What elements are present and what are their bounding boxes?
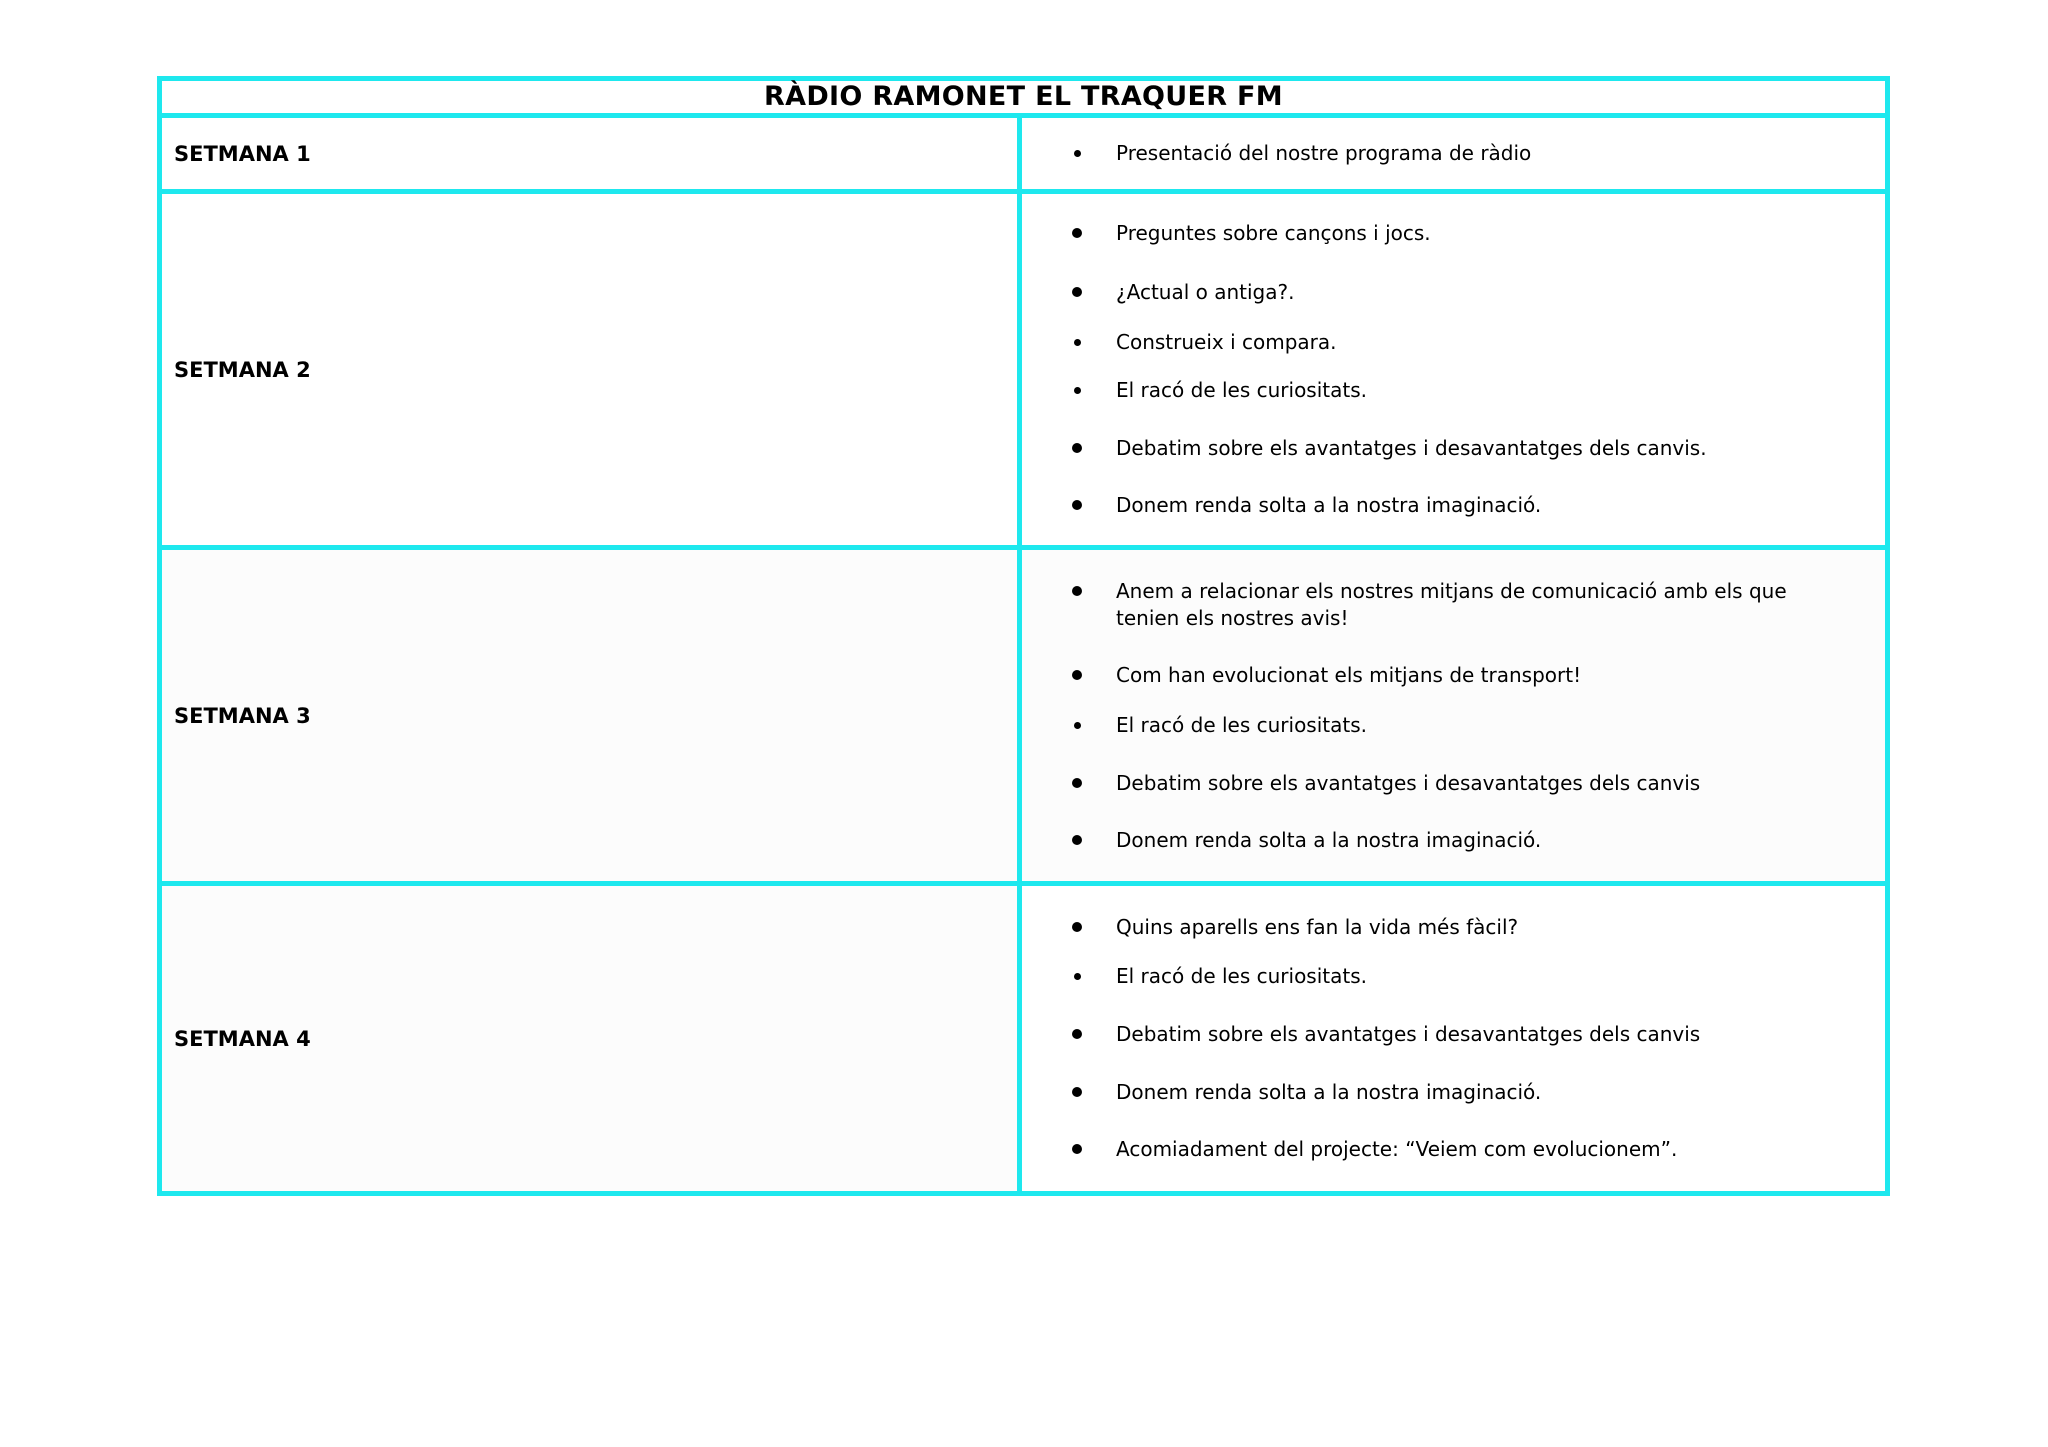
week-row-1 [160, 116, 1888, 192]
bullet-icon [1072, 1029, 1082, 1039]
activity-text: El racó de les curiositats. [1116, 964, 1367, 988]
activity-text: El racó de les curiositats. [1116, 712, 1367, 737]
week-row-3 [160, 548, 1888, 884]
list-item [1072, 963, 1855, 990]
bullet-icon [1072, 1144, 1082, 1154]
bullet-icon [1072, 228, 1082, 238]
list-item [1072, 220, 1855, 247]
bullet-icon [1074, 339, 1081, 346]
week-activities [1020, 548, 1888, 884]
table-title: RÀDIO RAMONET EL TRAQUER FM [160, 79, 1888, 116]
list-item [1072, 1136, 1855, 1163]
activity-list [1072, 140, 1855, 167]
activity-text: Preguntes sobre cançons i jocs. [1116, 221, 1431, 245]
activity-text: Com han evolucionat els mitjans de transport! [1116, 662, 1582, 687]
bullet-icon [1074, 722, 1081, 729]
list-item [1072, 140, 1855, 167]
bullet-icon [1072, 500, 1082, 510]
activity-list [1072, 914, 1855, 1163]
list-item [1072, 329, 1855, 356]
list-item [1072, 770, 1855, 797]
list-item [1072, 712, 1855, 739]
bullet-icon [1072, 922, 1082, 932]
activity-text: Donem renda solta a la nostra imaginació. [1116, 493, 1542, 517]
activity-text: Presentació del nostre programa de ràdio [1116, 141, 1532, 165]
activity-text: El racó de les curiositats. [1116, 378, 1367, 402]
week-label: SETMANA 2 [160, 192, 1020, 548]
activity-text: Donem renda solta a la nostra imaginació. [1116, 827, 1542, 852]
bullet-icon [1072, 1087, 1082, 1097]
activity-text: Construeix i compara. [1116, 330, 1337, 354]
week-label: SETMANA 3 [160, 548, 1020, 884]
bullet-icon [1072, 835, 1082, 845]
list-item [1072, 1079, 1855, 1106]
activity-list [1072, 578, 1855, 854]
activity-text: Anem a relacionar els nostres mitjans de comunicació amb els que tenien els nostres avis! [1116, 578, 1787, 630]
title-row [160, 79, 1888, 116]
week-activities [1020, 116, 1888, 192]
list-item [1072, 279, 1855, 306]
bullet-icon [1072, 443, 1082, 453]
bullet-icon [1072, 586, 1082, 596]
activity-text: Debatim sobre els avantatges i desavantatges dels canvis [1116, 770, 1701, 795]
schedule-table [157, 76, 1890, 1196]
week-activities [1020, 192, 1888, 548]
week-row-2 [160, 192, 1888, 548]
activity-text: Acomiadament del projecte: “Veiem com evolucionem”. [1116, 1137, 1678, 1161]
bullet-icon [1072, 778, 1082, 788]
bullet-icon [1072, 287, 1082, 297]
list-item [1072, 578, 1855, 632]
activity-text: Quins aparells ens fan la vida més fàcil? [1116, 915, 1519, 939]
week-activities [1020, 884, 1888, 1194]
list-item [1072, 662, 1855, 689]
list-item [1072, 377, 1855, 404]
activity-text: Debatim sobre els avantatges i desavantatges dels canvis. [1116, 436, 1707, 460]
list-item [1072, 492, 1855, 519]
bullet-icon [1074, 150, 1081, 157]
bullet-icon [1074, 387, 1081, 394]
week-label: SETMANA 1 [160, 116, 1020, 192]
bullet-icon [1074, 973, 1081, 980]
bullet-icon [1072, 670, 1082, 680]
activity-list [1072, 220, 1855, 519]
activity-text: Debatim sobre els avantatges i desavantatges dels canvis [1116, 1022, 1701, 1046]
activity-text: Donem renda solta a la nostra imaginació. [1116, 1080, 1542, 1104]
activity-text: ¿Actual o antiga?. [1116, 280, 1295, 304]
week-label: SETMANA 4 [160, 884, 1020, 1194]
list-item [1072, 435, 1855, 462]
list-item [1072, 914, 1855, 941]
week-row-4 [160, 884, 1888, 1194]
list-item [1072, 827, 1855, 854]
list-item [1072, 1021, 1855, 1048]
